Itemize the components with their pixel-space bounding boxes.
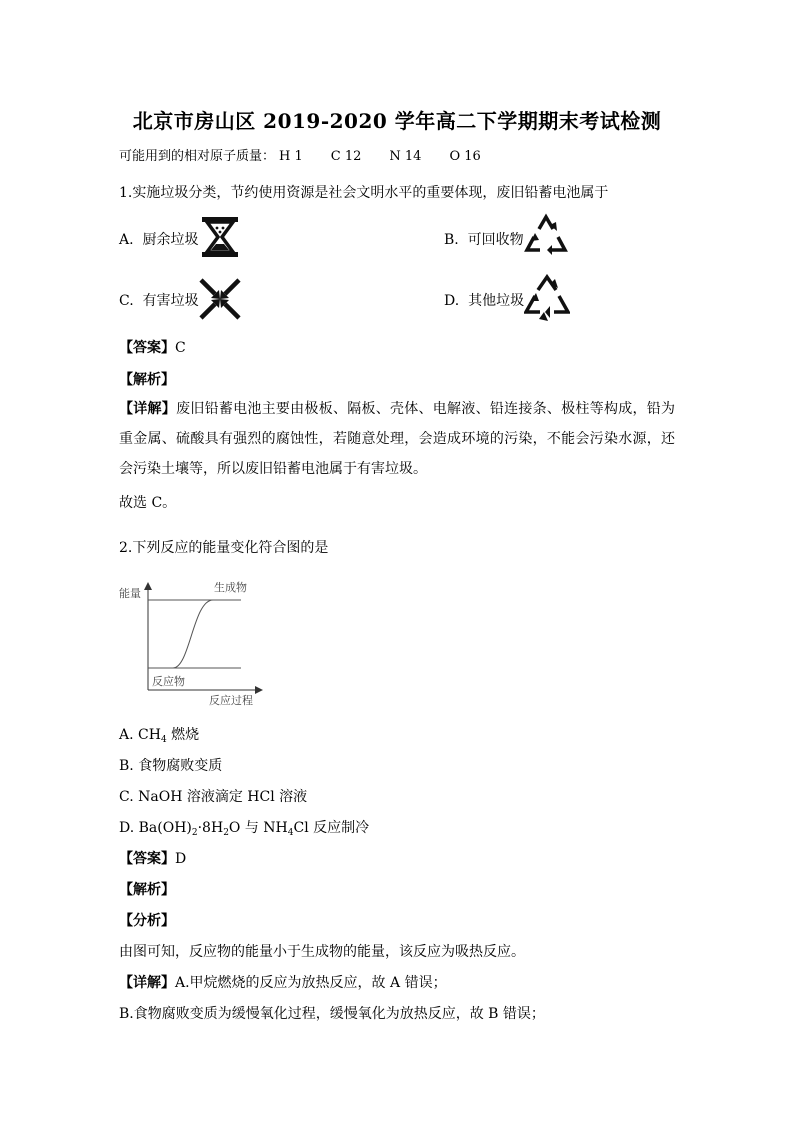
kitchen-waste-hourglass-icon [200,216,240,258]
q2-fenxi-tag: 【分析】 [119,913,175,929]
q1-option-b-letter: B. [444,232,459,248]
q1-option-a-letter: A. [119,232,134,248]
atomic-masses-label: 可能用到的相对原子质量： [119,149,276,164]
q2-option-a-suffix: 燃烧 [166,727,200,743]
q2-fenxi-text: 由图可知，反应物的能量小于生成物的能量，该反应为吸热反应。 [119,944,525,960]
hazardous-waste-icon [198,277,242,321]
q1-conclusion: 故选 C。 [119,495,177,511]
q2-detail-tag: 【详解】 [119,975,175,991]
q1-option-a [119,229,198,249]
q1-stem: 1.实施垃圾分类，节约使用资源是社会文明水平的重要体现，废旧铅蓄电池属于 [119,185,609,201]
q2-option-a-prefix: A. CH [119,727,161,743]
q2-option-d-sub3: 4 [287,828,294,838]
q1-answer-tag: 【答案】 [119,340,175,356]
q1-option-d-letter: D. [444,293,460,309]
atomic-masses [119,145,509,164]
q1-answer-value: C [175,340,186,356]
product-label: 生成物 [214,581,247,594]
atomic-mass-c: C 12 [330,149,362,164]
q1-detail [119,394,675,484]
q2-answer-tag: 【答案】 [119,851,175,867]
q2-answer-value: D [175,851,187,867]
q1-option-b [444,229,524,249]
q2-option-d-sub1: 2 [191,828,198,838]
q1-answer [119,337,186,357]
q2-option-d-suffix: Cl 反应制冷 [293,820,370,836]
reaction-progress-label: 反应过程 [209,694,253,707]
q2-option-a [119,724,199,744]
q1-option-c [119,290,199,310]
energy-curve [173,600,213,668]
q1-option-b-text: 可回收物 [467,232,524,248]
q2-stem: 2.下列反应的能量变化符合图的是 [119,540,329,556]
q2-option-d [119,817,369,837]
page-title: 北京市房山区 2019-2020 学年高二下学期期末考试检测 [132,109,662,133]
q2-option-a-sub: 4 [160,735,167,745]
q1-option-a-text: 厨余垃圾 [142,232,199,248]
q2-option-d-mid1: ·8H [197,820,224,836]
q1-option-d [444,290,524,310]
reactant-label: 反应物 [152,675,185,688]
atomic-mass-o: O 16 [449,149,481,164]
q2-option-b: B. 食物腐败变质 [119,758,223,774]
q1-option-d-text: 其他垃圾 [468,293,525,309]
other-waste-icon [524,274,570,324]
q2-analysis-tag: 【解析】 [119,882,175,898]
recycle-icon [522,213,570,257]
q1-option-c-text: 有害垃圾 [142,293,199,309]
atomic-mass-h: H 1 [279,149,303,164]
q1-option-c-letter: C. [119,293,134,309]
q2-detail-b: B.食物腐败变质为缓慢氧化过程，缓慢氧化为放热反应，故 B 错误； [119,1006,545,1022]
energy-diagram [115,572,275,712]
q2-detail-a [119,972,447,992]
energy-axis-label: 能量 [119,587,141,600]
q1-analysis-tag: 【解析】 [119,372,175,388]
q1-detail-text: 废旧铅蓄电池主要由极板、隔板、壳体、电解液、铅连接条、极柱等构成，铅为重金属、硫酸具有强烈的腐蚀性，若随意处理，会造成环境的污染，不能会污染水源，还会污染土壤等，所以废旧铅蓄电池属于有害垃圾。 [119,401,676,477]
q2-detail-a-text: A.甲烷燃烧的反应为放热反应，故 A 错误； [175,975,447,991]
q2-option-d-mid2: O 与 NH [228,820,288,836]
q1-detail-tag: 【详解】 [119,401,177,417]
atomic-mass-n: N 14 [389,149,422,164]
q2-option-d-prefix: D. Ba(OH) [119,820,192,836]
q2-option-c: C. NaOH 溶液滴定 HCl 溶液 [119,789,308,805]
q2-option-d-sub2: 2 [223,828,229,838]
q2-answer [119,848,186,868]
